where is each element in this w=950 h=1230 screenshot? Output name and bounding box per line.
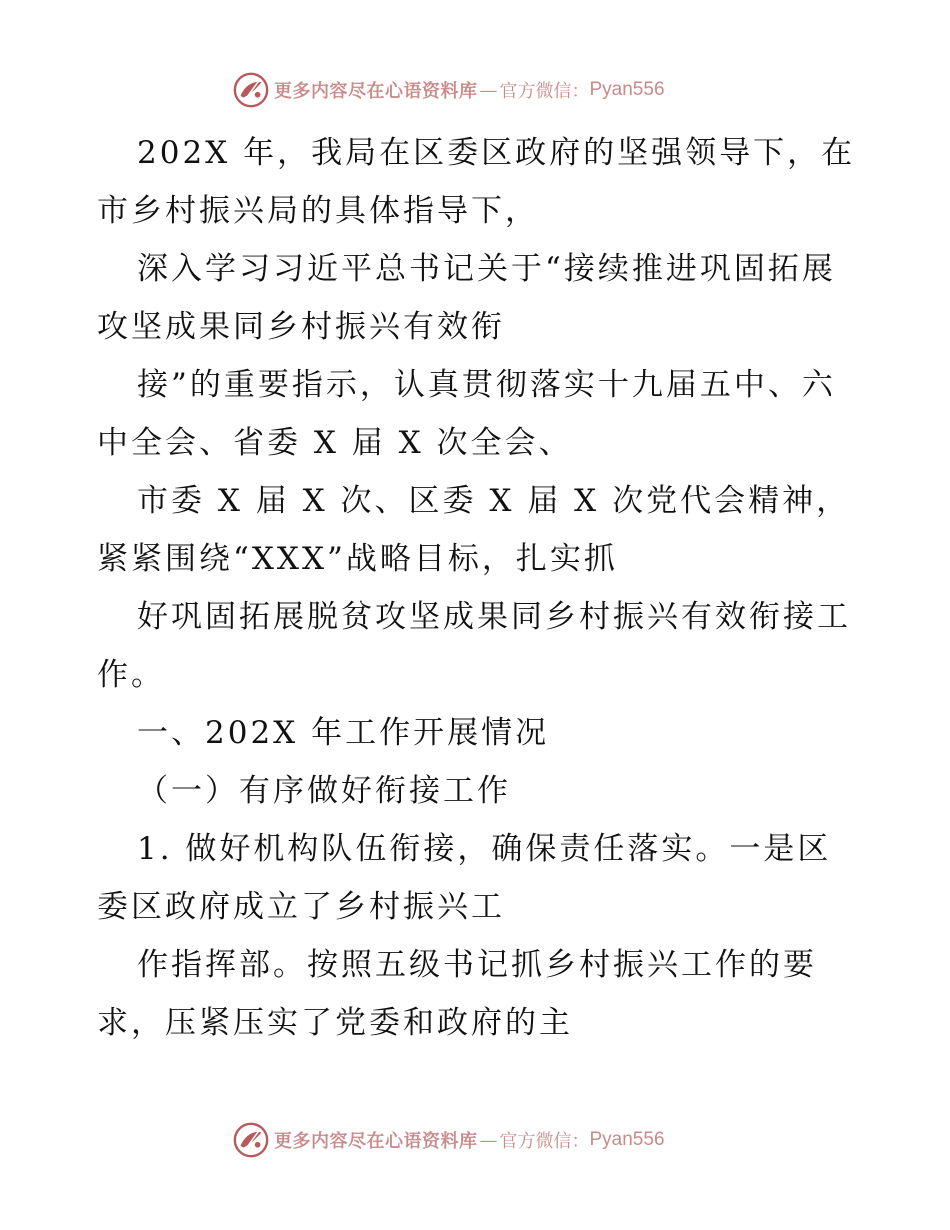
- text-line: 深入学习习近平总书记关于“接续推进巩固拓展: [137, 251, 836, 287]
- watermark-text: 更多内容尽在心语资料库: [274, 1131, 478, 1152]
- logo-icon: [232, 1121, 270, 1159]
- header-watermark: [232, 70, 665, 110]
- subsection-heading: （一）有序做好衔接工作: [137, 773, 511, 809]
- text-line: 202X 年，我局在区委区政府的坚强领导下，在: [137, 135, 856, 171]
- section-heading: 一、202X 年工作开展情况: [137, 715, 550, 751]
- watermark-label: 官方微信：: [499, 81, 590, 102]
- document-body: [97, 124, 857, 1052]
- text-line: 接”的重要指示，认真贯彻落实十九届五中、六: [137, 367, 836, 403]
- text-line: 攻坚成果同乡村振兴有效衔: [97, 309, 505, 345]
- text-line: 好巩固拓展脱贫攻坚成果同乡村振兴有效衔接工: [137, 599, 851, 635]
- text-line: 1. 做好机构队伍衔接，确保责任落实。一是区: [137, 831, 832, 867]
- watermark-label: 官方微信：: [499, 1131, 590, 1152]
- watermark-id: Pyan556: [589, 79, 665, 100]
- watermark-text: 更多内容尽在心语资料库: [274, 81, 478, 102]
- footer-watermark: [232, 1120, 665, 1160]
- watermark-dash: —: [479, 1129, 498, 1151]
- text-line: 作。: [97, 657, 165, 693]
- text-line: 求，压紧压实了党委和政府的主: [97, 1005, 573, 1041]
- text-line: 委区政府成立了乡村振兴工: [97, 889, 505, 925]
- text-line: 市委 X 届 X 次、区委 X 届 X 次党代会精神，: [137, 483, 851, 519]
- text-line: 中全会、省委 X 届 X 次全会、: [97, 425, 573, 461]
- watermark-id: Pyan556: [589, 1129, 665, 1150]
- logo-icon: [232, 71, 270, 109]
- text-line: 市乡村振兴局的具体指导下，: [97, 193, 539, 229]
- watermark-dash: —: [479, 79, 498, 101]
- text-line: 紧紧围绕“XXX”战略目标，扎实抓: [97, 541, 618, 577]
- text-line: 作指挥部。按照五级书记抓乡村振兴工作的要: [137, 947, 817, 983]
